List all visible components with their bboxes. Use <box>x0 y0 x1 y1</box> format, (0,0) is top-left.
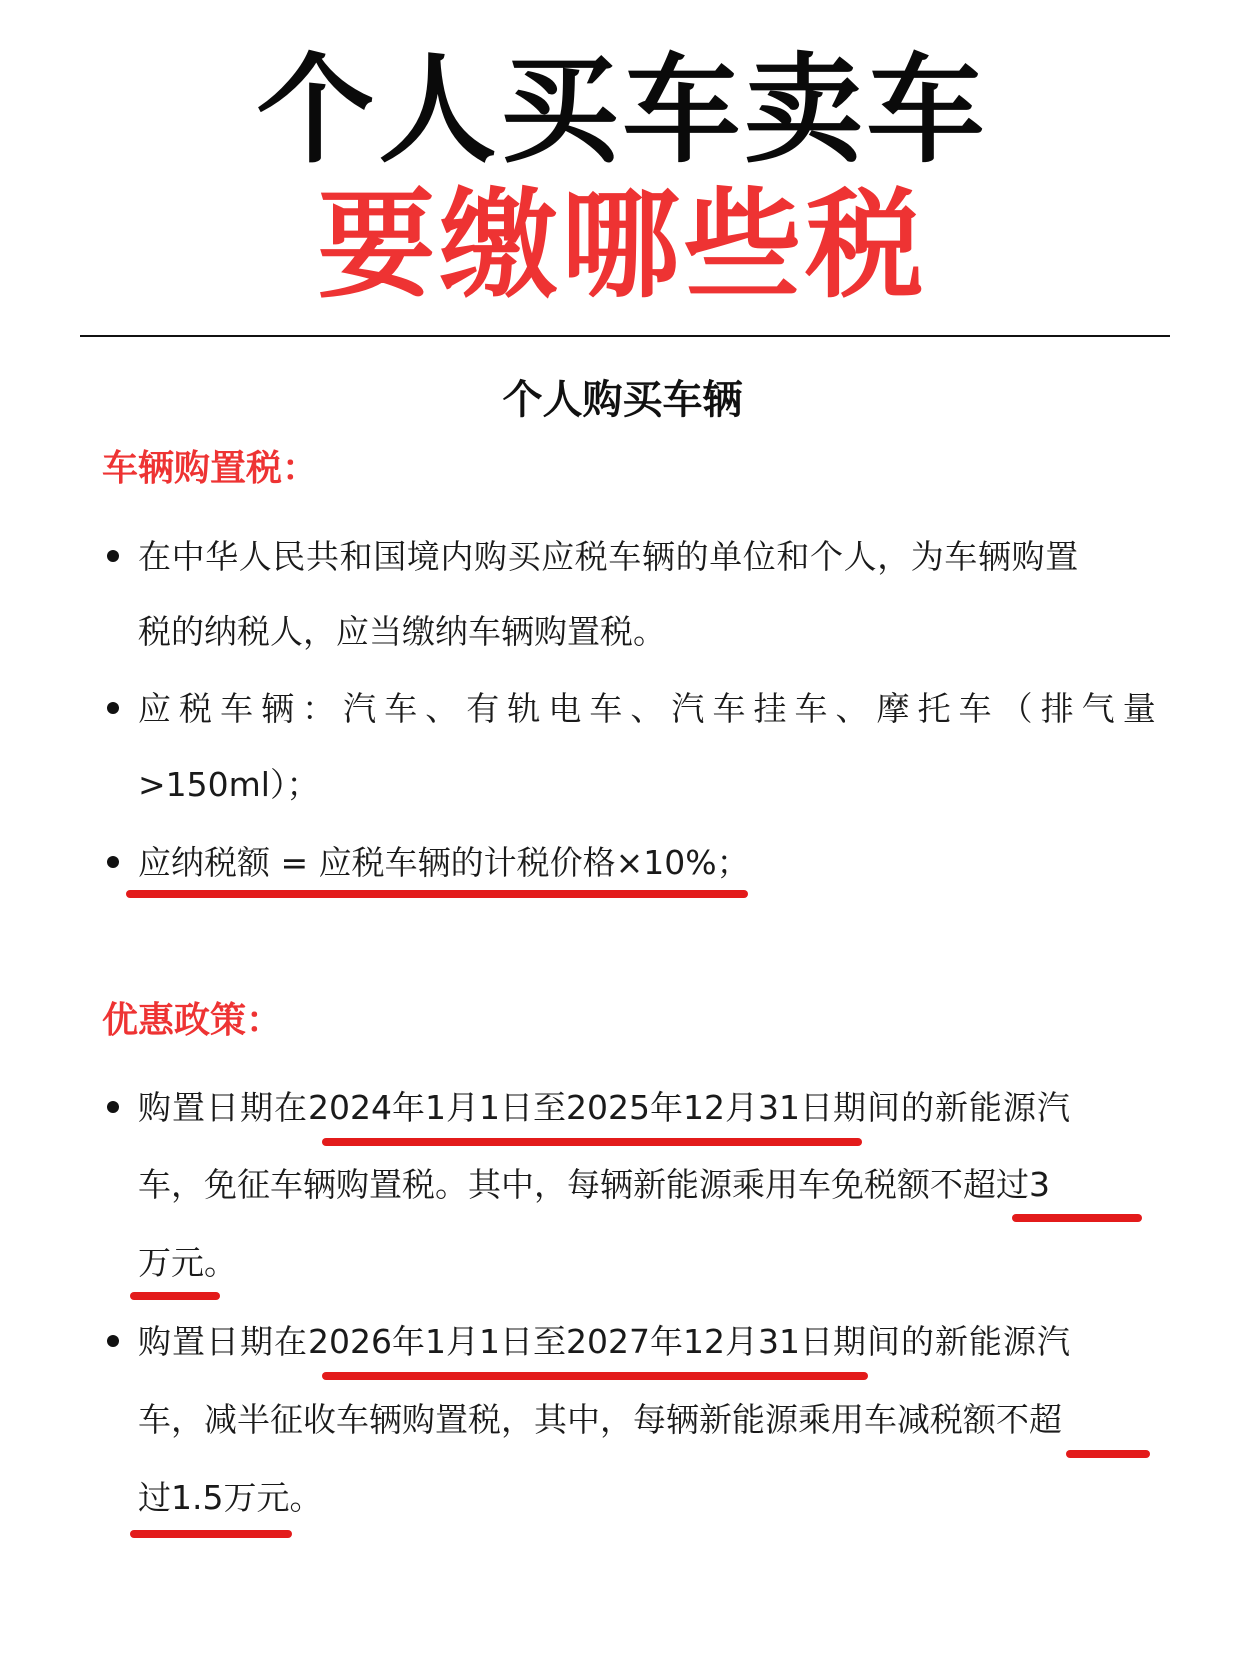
item1-limit-underline <box>1012 1214 1142 1222</box>
purchase-tax-item2-line1 <box>138 684 1156 734</box>
item2-limit-underline <box>1066 1450 1150 1458</box>
section-title: 个人购买车辆 <box>502 377 743 423</box>
justified-char: 车 <box>384 689 418 728</box>
preferential-heading: 优惠政策： <box>102 1000 283 1041</box>
justified-char: 车 <box>712 689 746 728</box>
justified-char: 电 <box>548 689 582 728</box>
justified-char: 挂 <box>753 689 787 728</box>
item2-limit-underline-2 <box>130 1530 292 1538</box>
justified-char: 、 <box>425 689 459 728</box>
justified-char: 气 <box>1081 689 1115 728</box>
justified-char: 有 <box>466 689 500 728</box>
item1-date-underline <box>322 1138 862 1146</box>
item2-suffix: 期间的新能源汽 <box>832 1322 1071 1361</box>
bullet-dot <box>107 856 119 868</box>
item1-limit-underline-2 <box>130 1292 220 1300</box>
justified-char: 应 <box>138 689 171 728</box>
item1-limit: 不超过3 <box>930 1165 1050 1204</box>
item2-date-range: 2026年1月1日至2027年12月31日 <box>308 1322 833 1361</box>
preferential-item2-line3: 过1.5万元。 <box>138 1478 323 1517</box>
item2-line2-text: 车，减半征收车辆购置税，其中，每辆新能源乘用车减税额 <box>138 1400 996 1439</box>
purchase-tax-item1-line2: 税的纳税人，应当缴纳车辆购置税。 <box>138 612 666 651</box>
justified-char: 税 <box>179 689 213 728</box>
justified-char: 摩 <box>876 689 910 728</box>
justified-char: 辆 <box>261 689 295 728</box>
justified-char: （ <box>999 689 1033 728</box>
purchase-tax-heading: 车辆购置税： <box>102 448 319 489</box>
justified-char: 汽 <box>343 689 377 728</box>
purchase-tax-formula: 应纳税额 = 应税车辆的计税价格×10%； <box>138 843 750 882</box>
item1-line2-text: 车，免征车辆购置税。其中，每辆新能源乘用车免税额 <box>138 1165 930 1204</box>
item1-suffix: 期间的新能源汽 <box>832 1088 1071 1127</box>
justified-char: 托 <box>917 689 951 728</box>
justified-char: 轨 <box>507 689 541 728</box>
purchase-tax-item1-line1: 在中华人民共和国境内购买应税车辆的单位和个人，为车辆购置 <box>138 537 1079 576</box>
item1-date-range: 2024年1月1日至2025年12月31日 <box>308 1088 833 1127</box>
bullet-dot <box>107 702 119 714</box>
justified-char: 量 <box>1122 689 1156 728</box>
bullet-dot <box>107 1335 119 1347</box>
item2-date-underline <box>322 1372 868 1380</box>
justified-char: ： <box>302 689 336 728</box>
item2-limit: 不超 <box>996 1400 1062 1439</box>
item2-prefix: 购置日期在 <box>138 1322 308 1361</box>
justified-char: 车 <box>794 689 828 728</box>
justified-char: 车 <box>589 689 623 728</box>
justified-char: 车 <box>220 689 254 728</box>
preferential-item2-line1 <box>138 1317 1071 1367</box>
justified-char: 、 <box>630 689 664 728</box>
justified-char: 排 <box>1040 689 1074 728</box>
justified-char: 、 <box>835 689 869 728</box>
formula-underline <box>126 890 748 898</box>
preferential-item2-line2 <box>138 1395 1062 1445</box>
preferential-item1-line2 <box>138 1160 1050 1210</box>
preferential-item1-line3: 万元。 <box>138 1243 237 1282</box>
justified-char: 车 <box>958 689 992 728</box>
preferential-item1-line1 <box>138 1083 1071 1133</box>
title-line-2: 要缴哪些税 <box>317 176 928 314</box>
title-divider <box>80 335 1170 337</box>
item1-prefix: 购置日期在 <box>138 1088 308 1127</box>
title-line-1: 个人买车卖车 <box>256 41 989 179</box>
justified-char: 汽 <box>671 689 705 728</box>
bullet-dot <box>107 1101 119 1113</box>
bullet-dot <box>107 550 119 562</box>
purchase-tax-item2-line2: >150ml）； <box>138 765 320 804</box>
